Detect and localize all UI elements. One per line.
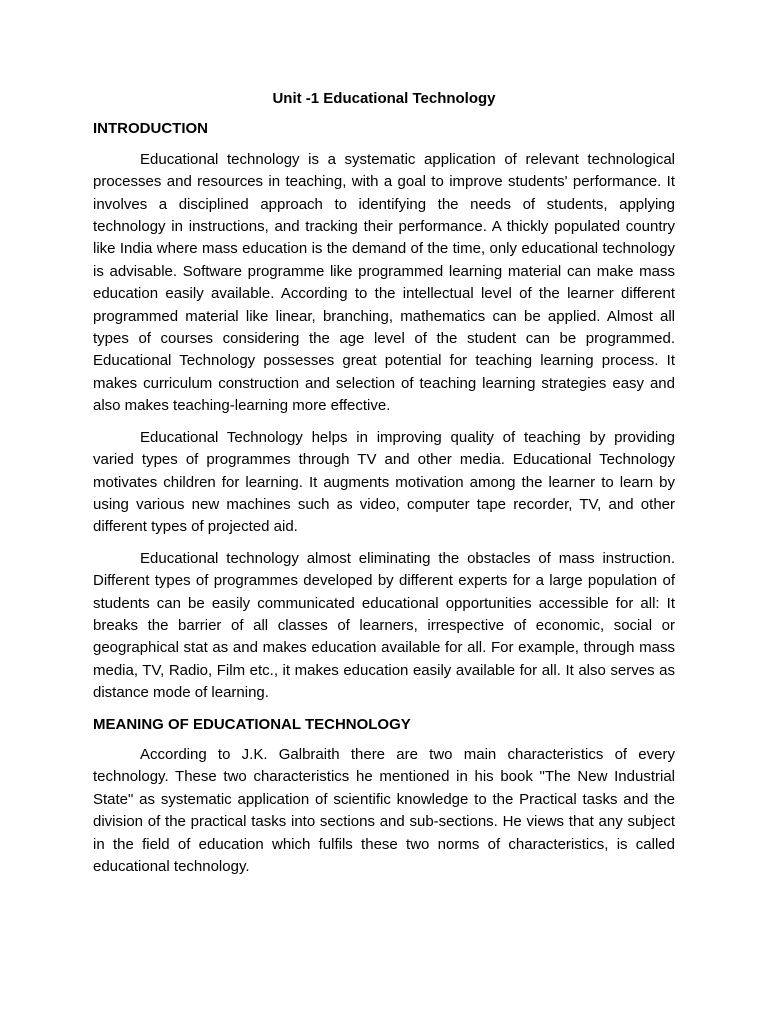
paragraph-intro-3: Educational technology almost eliminating the obstacles of mass instruction. Different types of programmes developed by different experts for a large population of students can be easily communicated educational opportunities accessible for all: It breaks the barrier of all classes of learners, irrespective of economic, social or geographical stat as and makes education available for all. For example, through mass media, TV, Radio, Film etc., it makes education easily available for all. It also serves as distance mode of learning. — [93, 549, 675, 702]
section-heading-introduction: INTRODUCTION — [93, 120, 208, 138]
section-heading-meaning: MEANING OF EDUCATIONAL TECHNOLOGY — [93, 715, 411, 733]
paragraph-meaning-1: According to J.K. Galbraith there are two main characteristics of every technology. These two characteristics he mentioned in his book "The New Industrial State" as systematic application of scientific knowledge to the Practical tasks and the division of the practical tasks into sections and sub-sections. He views that any subject in the field of education which fulfils these two norms of characteristics, is called educational technology. — [93, 745, 675, 875]
paragraph-intro-2: Educational Technology helps in improving quality of teaching by providing varied types of programmes through TV and other media. Educational Technology motivates children for learning. It augments motivation among the learner to learn by using various new machines such as video, computer tape recorder, TV, and other different types of projected aid. — [93, 428, 675, 536]
paragraph-intro-1: Educational technology is a systematic application of relevant technological processes and resources in teaching, with a goal to improve students' performance. It involves a disciplined approach to identifying the needs of students, applying technology in instructions, and tracking their performance. A thickly populated country like India where mass education is the demand of the time, only educational technology is advisable. Software programme like programmed learning material can make mass education easily available. According to the intellectual level of the learner different programmed material like linear, branching, mathematics can be applied. Almost all types of courses considering the age level of the student can be programmed. Educational Technology possesses great potential for teaching learning process. It makes curriculum construction and selection of teaching learning strategies easy and also makes teaching-learning more effective. — [93, 150, 675, 415]
document-page — [93, 88, 675, 887]
document-title: Unit -1 Educational Technology — [272, 90, 496, 107]
